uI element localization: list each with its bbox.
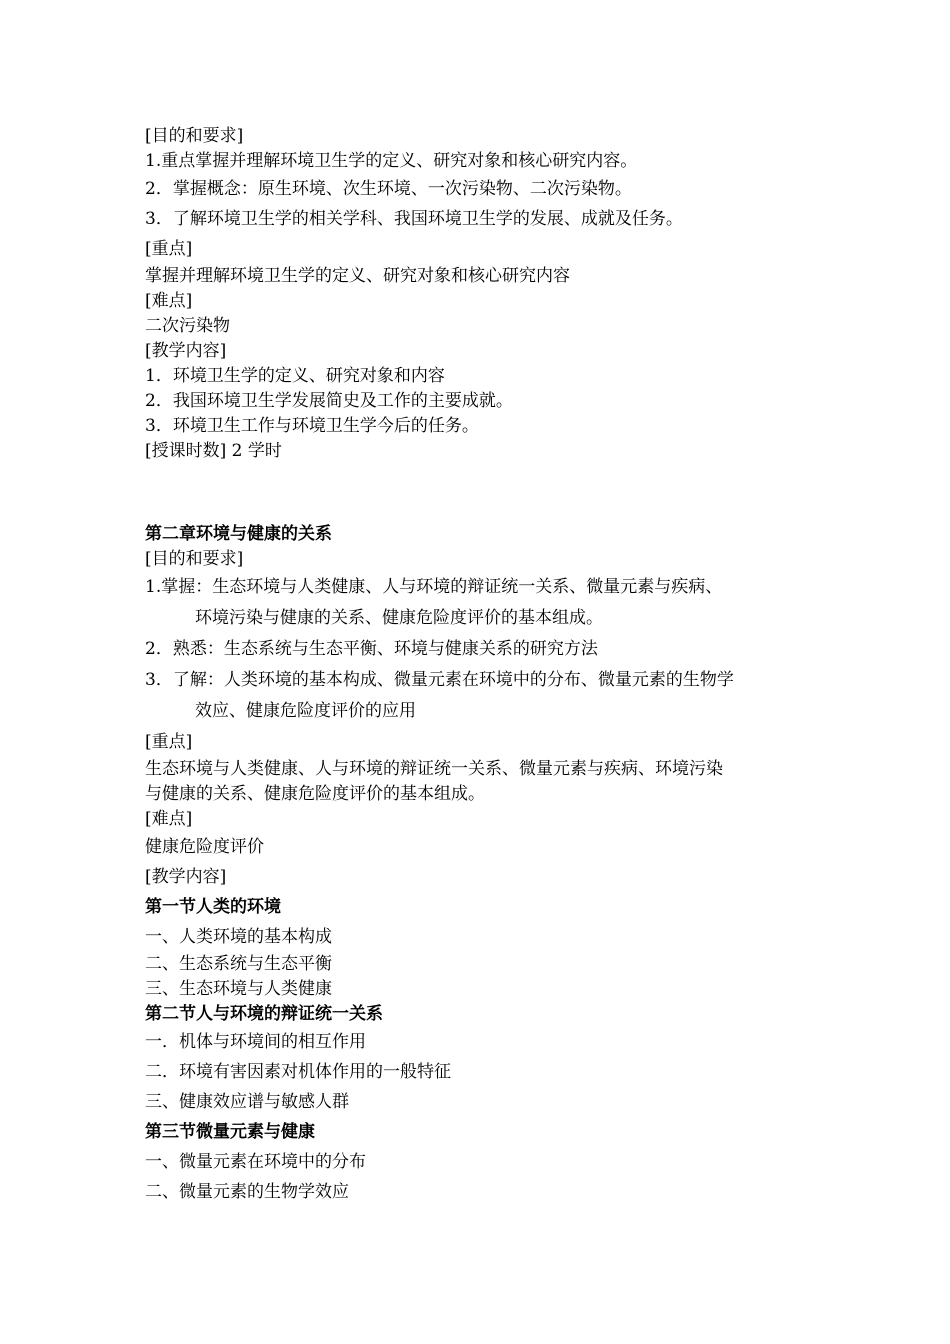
ch1-goal-1: 1.重点掌握并理解环境卫生学的定义、研究对象和核心研究内容。 [145,151,638,171]
ch2-section-2-item-3: 三、健康效应谱与敏感人群 [145,1092,349,1112]
ch2-key-line-1: 生态环境与人类健康、人与环境的辩证统一关系、微量元素与疾病、环境污染 [145,759,723,779]
ch2-goal-3-line-2: 效应、健康危险度评价的应用 [195,701,416,721]
ch1-key-heading: [重点] [145,239,193,259]
ch2-section-2-item-2: 二．环境有害因素对机体作用的一般特征 [145,1062,451,1082]
ch1-content-3: 3．环境卫生工作与环境卫生学今后的任务。 [145,416,479,436]
ch2-difficult-heading: [难点] [145,809,193,829]
ch2-goal-1-line-1: 1.掌握：生态环境与人类健康、人与环境的辩证统一关系、微量元素与疾病、 [145,577,723,597]
ch2-difficult-text: 健康危险度评价 [145,837,264,857]
ch2-section-1-item-3: 三、生态环境与人类健康 [145,979,332,999]
ch2-section-2-item-1: 一．机体与环境间的相互作用 [145,1032,366,1052]
ch2-section-3-item-2: 二、微量元素的生物学效应 [145,1182,349,1202]
ch2-section-2-title: 第二节人与环境的辩证统一关系 [145,1004,383,1024]
ch1-content-1: 1．环境卫生学的定义、研究对象和内容 [145,366,445,386]
ch2-goal-1-line-2: 环境污染与健康的关系、健康危险度评价的基本组成。 [195,608,603,628]
ch2-key-line-2: 与健康的关系、健康危险度评价的基本组成。 [145,784,485,804]
ch1-goal-2: 2．掌握概念：原生环境、次生环境、一次污染物、二次污染物。 [145,179,632,199]
ch1-key-text: 掌握并理解环境卫生学的定义、研究对象和核心研究内容 [145,266,570,286]
ch2-goals-heading: [目的和要求] [145,549,244,569]
chapter-gap [145,464,825,522]
ch2-section-1-title: 第一节人类的环境 [145,897,281,917]
ch2-title: 第二章环境与健康的关系 [145,524,332,544]
ch1-difficult-text: 二次污染物 [145,316,230,336]
ch1-goal-3: 3．了解环境卫生学的相关学科、我国环境卫生学的发展、成就及任务。 [145,209,683,229]
ch2-content-heading: [教学内容] [145,867,227,887]
ch1-hours: [授课时数] 2 学时 [145,441,282,461]
ch2-key-heading: [重点] [145,732,193,752]
ch2-section-3-title: 第三节微量元素与健康 [145,1122,315,1142]
ch2-goal-2: 2．熟悉：生态系统与生态平衡、环境与健康关系的研究方法 [145,639,598,659]
ch1-content-2: 2．我国环境卫生学发展简史及工作的主要成就。 [145,391,513,411]
ch2-goal-3-line-1: 3．了解：人类环境的基本构成、微量元素在环境中的分布、微量元素的生物学 [145,670,734,690]
ch2-section-1-item-1: 一、人类环境的基本构成 [145,927,332,947]
ch1-difficult-heading: [难点] [145,291,193,311]
ch1-content-heading: [教学内容] [145,341,227,361]
document-page [145,124,825,1207]
ch2-section-1-item-2: 二、生态系统与生态平衡 [145,954,332,974]
ch2-section-3-item-1: 一、微量元素在环境中的分布 [145,1152,366,1172]
ch1-goals-heading: [目的和要求] [145,126,244,146]
